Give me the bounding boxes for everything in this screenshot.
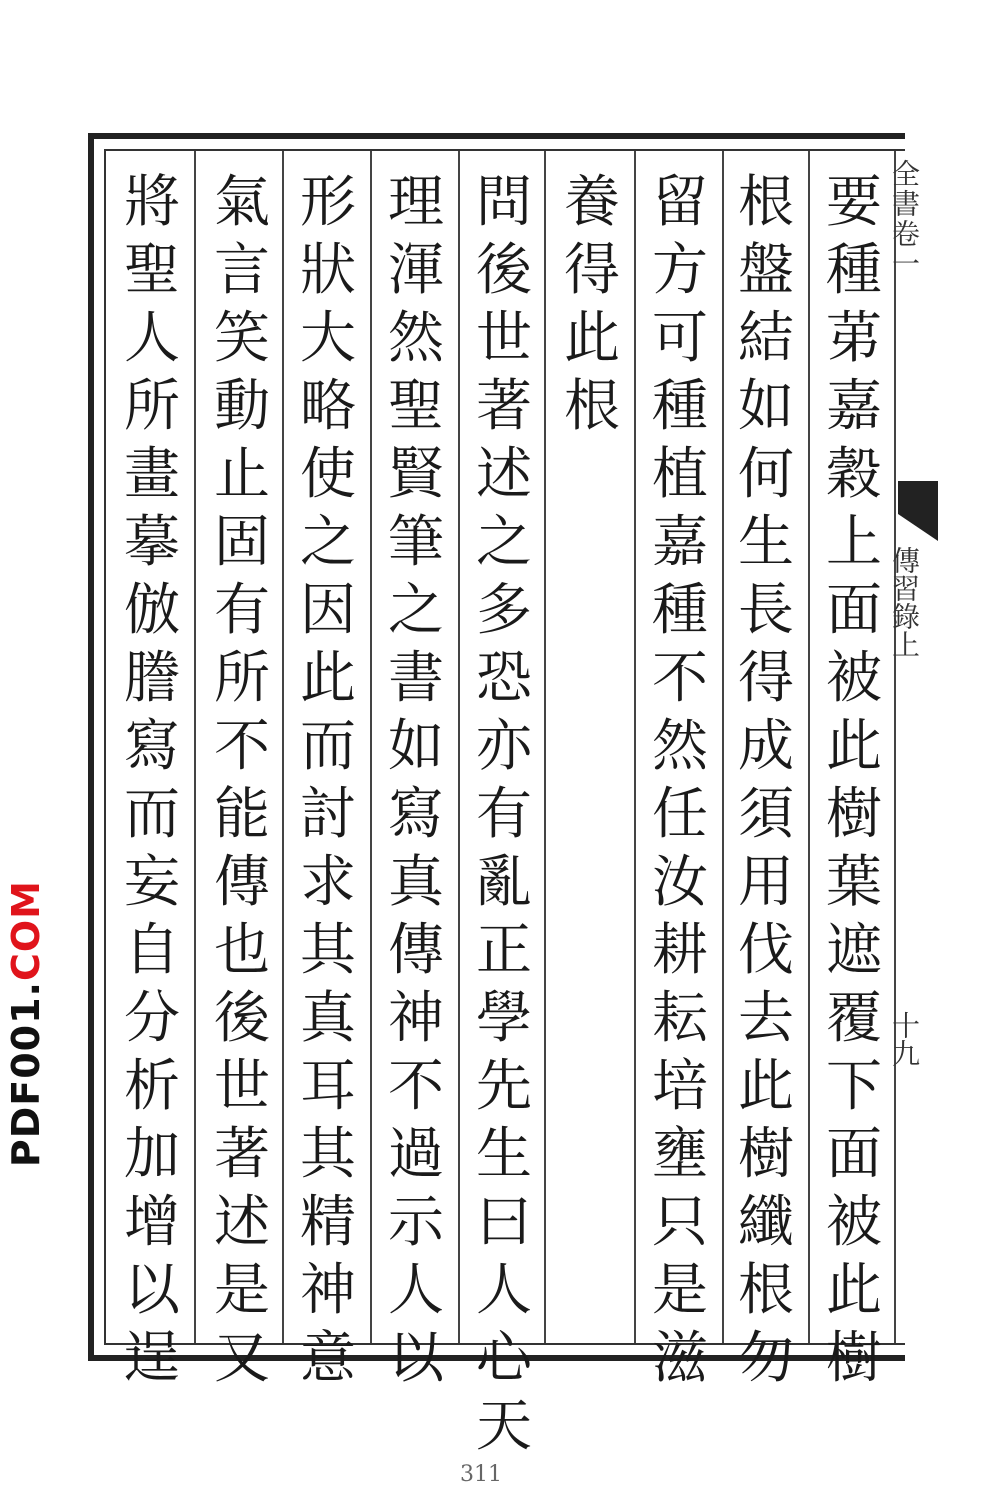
glyph: 精 bbox=[300, 1190, 356, 1255]
text-column bbox=[112, 169, 192, 1391]
glyph: 養 bbox=[564, 170, 620, 235]
glyph: 述 bbox=[214, 1190, 270, 1255]
glyph: 過 bbox=[388, 1122, 444, 1187]
glyph: 正 bbox=[476, 918, 532, 983]
glyph: 上 bbox=[826, 510, 882, 575]
glyph: 汝 bbox=[652, 850, 708, 915]
glyph: 言 bbox=[214, 238, 270, 303]
glyph: 摹 bbox=[124, 510, 180, 575]
glyph: 面 bbox=[826, 578, 882, 643]
glyph: 逞 bbox=[124, 1326, 180, 1391]
glyph: 滋 bbox=[652, 1326, 708, 1391]
glyph: 留 bbox=[652, 170, 708, 235]
glyph: 此 bbox=[826, 714, 882, 779]
glyph: 又 bbox=[214, 1326, 270, 1391]
glyph: 然 bbox=[652, 714, 708, 779]
glyph: 恐 bbox=[476, 646, 532, 711]
glyph: 意 bbox=[300, 1326, 356, 1391]
glyph: 世 bbox=[476, 306, 532, 371]
glyph: 將 bbox=[124, 170, 180, 235]
glyph: 聖 bbox=[124, 238, 180, 303]
column-rule bbox=[544, 151, 546, 1343]
glyph: 穀 bbox=[826, 442, 882, 507]
glyph: 天 bbox=[476, 1394, 532, 1459]
glyph: 根 bbox=[564, 374, 620, 439]
text-column bbox=[552, 169, 632, 1333]
glyph: 寫 bbox=[388, 782, 444, 847]
glyph: 固 bbox=[214, 510, 270, 575]
glyph: 遮 bbox=[826, 918, 882, 983]
page-number: 311 bbox=[460, 1462, 502, 1487]
glyph: 植 bbox=[652, 442, 708, 507]
glyph: 是 bbox=[652, 1258, 708, 1323]
glyph: 不 bbox=[214, 714, 270, 779]
glyph: 心 bbox=[476, 1326, 532, 1391]
text-block bbox=[104, 149, 921, 1459]
text-column bbox=[814, 169, 894, 1391]
glyph: 其 bbox=[300, 1122, 356, 1187]
glyph: 求 bbox=[300, 850, 356, 915]
glyph: 要 bbox=[826, 170, 882, 235]
glyph: 寫 bbox=[124, 714, 180, 779]
column-rule bbox=[282, 151, 284, 1343]
glyph: 生 bbox=[738, 510, 794, 575]
glyph: 自 bbox=[124, 918, 180, 983]
glyph: 後 bbox=[476, 238, 532, 303]
glyph: 所 bbox=[124, 374, 180, 439]
glyph: 動 bbox=[214, 374, 270, 439]
glyph: 須 bbox=[738, 782, 794, 847]
glyph: 伐 bbox=[738, 918, 794, 983]
glyph: 有 bbox=[476, 782, 532, 847]
text-column bbox=[202, 169, 282, 1391]
glyph: 此 bbox=[300, 646, 356, 711]
glyph: 人 bbox=[476, 1258, 532, 1323]
fishtail-mark bbox=[898, 481, 938, 541]
glyph: 結 bbox=[738, 306, 794, 371]
glyph: 耳 bbox=[300, 1054, 356, 1119]
glyph: 止 bbox=[214, 442, 270, 507]
glyph: 聖 bbox=[388, 374, 444, 439]
glyph: 人 bbox=[388, 1258, 444, 1323]
glyph: 可 bbox=[652, 306, 708, 371]
glyph: 纖 bbox=[738, 1190, 794, 1255]
glyph: 也 bbox=[214, 918, 270, 983]
glyph: 書 bbox=[388, 646, 444, 711]
glyph: 以 bbox=[124, 1258, 180, 1323]
glyph: 被 bbox=[826, 646, 882, 711]
text-column bbox=[726, 169, 806, 1391]
glyph: 成 bbox=[738, 714, 794, 779]
watermark bbox=[4, 880, 54, 1168]
glyph: 面 bbox=[826, 1122, 882, 1187]
glyph: 亂 bbox=[476, 850, 532, 915]
glyph: 著 bbox=[214, 1122, 270, 1187]
glyph: 謄 bbox=[124, 646, 180, 711]
glyph: 葉 bbox=[826, 850, 882, 915]
glyph: 傳 bbox=[214, 850, 270, 915]
glyph: 只 bbox=[652, 1190, 708, 1255]
watermark-text: PDF001.COM bbox=[4, 880, 48, 1168]
glyph: 之 bbox=[476, 510, 532, 575]
glyph: 不 bbox=[652, 646, 708, 711]
glyph: 笑 bbox=[214, 306, 270, 371]
glyph: 世 bbox=[214, 1054, 270, 1119]
glyph: 如 bbox=[388, 714, 444, 779]
glyph: 討 bbox=[300, 782, 356, 847]
glyph: 妄 bbox=[124, 850, 180, 915]
column-rule bbox=[370, 151, 372, 1343]
glyph: 著 bbox=[476, 374, 532, 439]
glyph: 畫 bbox=[124, 442, 180, 507]
glyph: 然 bbox=[388, 306, 444, 371]
glyph: 後 bbox=[214, 986, 270, 1051]
glyph: 多 bbox=[476, 578, 532, 643]
glyph: 此 bbox=[564, 306, 620, 371]
glyph: 人 bbox=[124, 306, 180, 371]
glyph: 得 bbox=[738, 646, 794, 711]
glyph: 被 bbox=[826, 1190, 882, 1255]
glyph: 下 bbox=[826, 1054, 882, 1119]
banxin-subtitle: 傳習錄上 bbox=[888, 546, 921, 658]
glyph: 因 bbox=[300, 578, 356, 643]
glyph: 氣 bbox=[214, 170, 270, 235]
glyph: 之 bbox=[388, 578, 444, 643]
glyph: 以 bbox=[388, 1326, 444, 1391]
glyph: 嘉 bbox=[826, 374, 882, 439]
glyph: 樹 bbox=[826, 1326, 882, 1391]
column-rule bbox=[808, 151, 810, 1343]
glyph: 能 bbox=[214, 782, 270, 847]
glyph: 問 bbox=[476, 170, 532, 235]
glyph: 曰 bbox=[476, 1190, 532, 1255]
glyph: 真 bbox=[300, 986, 356, 1051]
glyph: 增 bbox=[124, 1190, 180, 1255]
glyph: 狀 bbox=[300, 238, 356, 303]
glyph: 種 bbox=[652, 374, 708, 439]
glyph: 方 bbox=[652, 238, 708, 303]
glyph: 略 bbox=[300, 374, 356, 439]
column-rule bbox=[722, 151, 724, 1343]
glyph: 賢 bbox=[388, 442, 444, 507]
glyph: 得 bbox=[564, 238, 620, 303]
glyph: 理 bbox=[388, 170, 444, 235]
glyph: 樹 bbox=[738, 1122, 794, 1187]
text-column bbox=[640, 169, 720, 1391]
glyph: 其 bbox=[300, 918, 356, 983]
column-rule bbox=[634, 151, 636, 1343]
glyph: 析 bbox=[124, 1054, 180, 1119]
glyph: 傳 bbox=[388, 918, 444, 983]
glyph: 亦 bbox=[476, 714, 532, 779]
column-rule bbox=[194, 151, 196, 1343]
glyph: 覆 bbox=[826, 986, 882, 1051]
glyph: 渾 bbox=[388, 238, 444, 303]
glyph: 是 bbox=[214, 1258, 270, 1323]
glyph: 培 bbox=[652, 1054, 708, 1119]
glyph: 如 bbox=[738, 374, 794, 439]
glyph: 生 bbox=[476, 1122, 532, 1187]
glyph: 而 bbox=[300, 714, 356, 779]
glyph: 所 bbox=[214, 646, 270, 711]
glyph: 種 bbox=[826, 238, 882, 303]
glyph: 盤 bbox=[738, 238, 794, 303]
glyph: 學 bbox=[476, 986, 532, 1051]
glyph: 分 bbox=[124, 986, 180, 1051]
glyph: 真 bbox=[388, 850, 444, 915]
glyph: 而 bbox=[124, 782, 180, 847]
column-rule bbox=[458, 151, 460, 1343]
glyph: 勿 bbox=[738, 1326, 794, 1391]
text-column bbox=[376, 169, 456, 1391]
glyph: 耘 bbox=[652, 986, 708, 1051]
glyph: 種 bbox=[652, 578, 708, 643]
glyph: 神 bbox=[388, 986, 444, 1051]
folio-number: 十九 bbox=[888, 1011, 921, 1067]
page-frame bbox=[88, 133, 921, 1459]
glyph: 根 bbox=[738, 1258, 794, 1323]
text-column bbox=[288, 169, 368, 1391]
glyph: 耕 bbox=[652, 918, 708, 983]
glyph: 用 bbox=[738, 850, 794, 915]
glyph: 苐 bbox=[826, 306, 882, 371]
glyph: 樹 bbox=[826, 782, 882, 847]
glyph: 去 bbox=[738, 986, 794, 1051]
glyph: 根 bbox=[738, 170, 794, 235]
glyph: 嘉 bbox=[652, 510, 708, 575]
glyph: 神 bbox=[300, 1258, 356, 1323]
glyph: 長 bbox=[738, 578, 794, 643]
glyph: 此 bbox=[738, 1054, 794, 1119]
glyph: 此 bbox=[826, 1258, 882, 1323]
glyph: 示 bbox=[388, 1190, 444, 1255]
glyph: 筆 bbox=[388, 510, 444, 575]
glyph: 形 bbox=[300, 170, 356, 235]
glyph: 不 bbox=[388, 1054, 444, 1119]
text-column bbox=[464, 169, 544, 1459]
glyph: 大 bbox=[300, 306, 356, 371]
banxin bbox=[888, 151, 923, 1343]
glyph: 任 bbox=[652, 782, 708, 847]
glyph: 加 bbox=[124, 1122, 180, 1187]
glyph: 先 bbox=[476, 1054, 532, 1119]
glyph: 何 bbox=[738, 442, 794, 507]
glyph: 使 bbox=[300, 442, 356, 507]
banxin-title: 全書卷一 bbox=[888, 159, 921, 279]
glyph: 倣 bbox=[124, 578, 180, 643]
glyph: 有 bbox=[214, 578, 270, 643]
glyph: 之 bbox=[300, 510, 356, 575]
glyph: 述 bbox=[476, 442, 532, 507]
glyph: 壅 bbox=[652, 1122, 708, 1187]
